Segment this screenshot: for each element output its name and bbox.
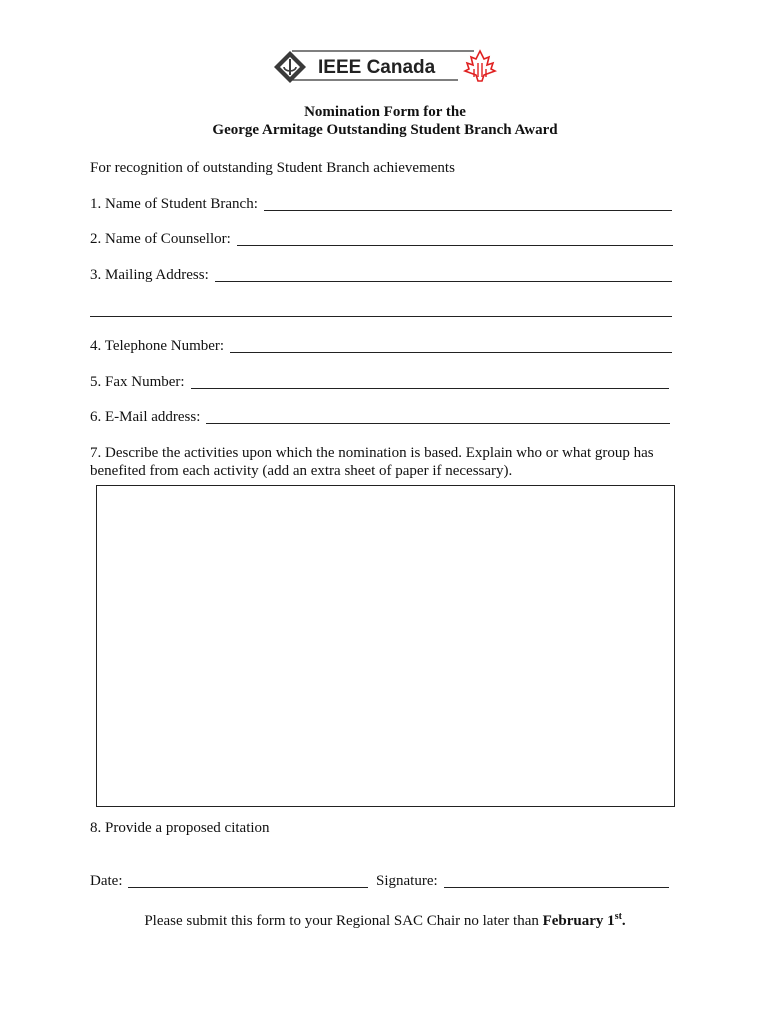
logo-text: IEEE Canada xyxy=(318,57,436,78)
telephone-input-line[interactable] xyxy=(230,338,672,353)
form-title-line-2: George Armitage Outstanding Student Branch Award xyxy=(212,122,558,138)
activities-prompt-line-1: 7. Describe the activities upon which the nomination is based. Explain who or what group has xyxy=(90,445,654,461)
ieee-canada-logo xyxy=(270,47,498,89)
address-label: 3. Mailing Address: xyxy=(90,267,209,283)
branch-label: 1. Name of Student Branch: xyxy=(90,196,258,212)
date-label: Date: xyxy=(90,873,123,889)
telephone-field[interactable] xyxy=(90,337,672,355)
fax-input-line[interactable] xyxy=(191,374,669,389)
telephone-label: 4. Telephone Number: xyxy=(90,338,225,354)
date-field[interactable] xyxy=(90,872,368,890)
fax-label: 5. Fax Number: xyxy=(90,374,185,390)
email-field[interactable] xyxy=(90,408,670,426)
fax-field[interactable] xyxy=(90,373,669,391)
submit-text: Please submit this form to your Regional SAC Chair no later than xyxy=(144,913,543,929)
deadline-text: February 1st. xyxy=(542,911,626,929)
activities-prompt-line-2: benefited from each activity (add an extra sheet of paper if necessary). xyxy=(90,463,513,479)
address-field[interactable] xyxy=(90,266,672,284)
email-label: 6. E-Mail address: xyxy=(90,409,201,425)
maple-leaf-icon xyxy=(465,51,495,81)
intro-text: For recognition of outstanding Student Branch achievements xyxy=(90,160,455,176)
address-input-line[interactable] xyxy=(215,267,672,282)
address-second-line[interactable] xyxy=(90,316,672,317)
signature-input-line[interactable] xyxy=(444,873,669,888)
counsellor-field[interactable] xyxy=(90,230,673,248)
deadline-suffix: st xyxy=(614,911,622,922)
signature-field[interactable] xyxy=(376,872,669,890)
form-title-line-1: Nomination Form for the xyxy=(304,104,466,120)
signature-label: Signature: xyxy=(376,873,438,889)
activities-text-box[interactable] xyxy=(96,485,675,807)
counsellor-label: 2. Name of Counsellor: xyxy=(90,231,231,247)
submit-instruction xyxy=(0,908,770,930)
counsellor-input-line[interactable] xyxy=(237,231,673,246)
branch-field[interactable] xyxy=(90,195,672,213)
email-input-line[interactable] xyxy=(206,409,670,424)
date-input-line[interactable] xyxy=(128,873,368,888)
citation-prompt: 8. Provide a proposed citation xyxy=(90,820,270,836)
branch-input-line[interactable] xyxy=(264,196,672,211)
